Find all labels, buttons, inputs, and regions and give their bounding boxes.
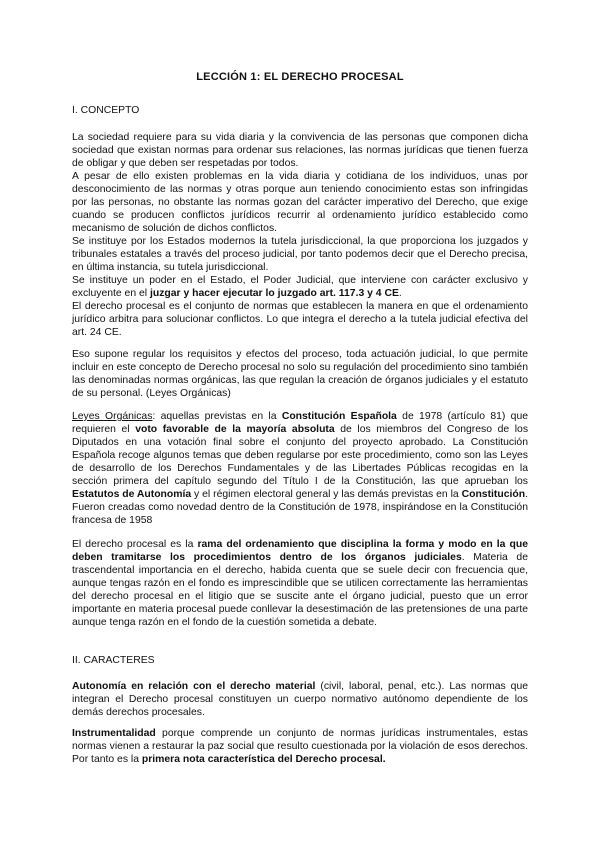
paragraph-1-text: La sociedad requiere para su vida diaria y la convivencia de las personas que componen dicha sociedad que existan normas para ordenar sus relaciones, las normas jurídicas que tienen fuerza de obligar y que deben ser respetadas por todos.	[72, 132, 528, 169]
paragraph-8	[72, 538, 528, 629]
paragraph-10-bold-2: primera nota característica del Derecho procesal.	[141, 754, 386, 765]
paragraph-7-text-d: de los miembros del Congreso de los Diputados en una votación final sobre el conjunto del proyecto aprobado. La Constitución Española recoge algunos temas que deben regularse por este procedimiento, como son las Leyes de desarrollo de los Derechos Fundamentales y de las Libertades Públicas recogidas en la sección primera del capítulo segundo del Título I de la Constitución, las que aprueban los	[72, 424, 529, 487]
paragraph-10-text: porque comprende un conjunto de normas jurídicas instrumentales, estas normas vienen a restaurar la paz social que resulto cuestionada por la violación de esos derechos. Por tanto es la	[72, 728, 528, 765]
paragraph-6: Eso supone regular los requisitos y efectos del proceso, toda actuación judicial, lo que permite incluir en este concepto de Derecho procesal no solo su regulación del procedimiento sino también las denominadas normas orgánicas, las que regulan la creación de órganos judiciales y el estatuto de su personal. (Leyes Orgánicas)	[72, 349, 528, 399]
paragraph-4-text-a: Se instituye un poder en el Estado, el Poder Judicial, que interviene con carácter exclusivo y excluyente en el	[72, 275, 528, 299]
paragraph-7-bold-2: voto favorable de la mayoría absoluta	[135, 424, 335, 435]
paragraph-7-text-e: y el régimen electoral general y las demás previstas en la	[191, 489, 462, 500]
paragraph-7-text-f: . Fueron creadas como novedad dentro de la Constitución de 1978, inspirándose en la Constitución francesa de 1958	[72, 489, 528, 526]
section-heading-concepto: I. CONCEPTO	[72, 105, 140, 116]
paragraph-7-bold-3: Estatutos de Autonomía	[72, 489, 192, 500]
paragraph-8-bold: rama del ordenamiento que disciplina la forma y modo en la que deben tramitarse los procedimientos dentro de los órganos judiciales	[72, 539, 528, 563]
paragraph-8-text-c: . Materia de trascendental importancia en el derecho, habida cuenta que se suele decir con frecuencia que, aunque tengas razón en el fondo es imprescindible que se utilicen correctamente las herramientas del derecho procesal en el litigio que se suscite ante el órgano judicial, puesto que un error importante en materia procesal puede conllevar la desestimación de las pretensiones de una parte aunque tenga razón en el fondo de la cuestión sometida a debate.	[72, 552, 528, 628]
paragraph-10	[72, 727, 528, 766]
paragraph-7	[72, 410, 528, 527]
paragraph-4-bold: juzgar y hacer ejecutar lo juzgado art. 117.3 y 4 CE	[149, 288, 399, 299]
paragraph-9	[72, 680, 528, 719]
page-title: LECCIÓN 1: EL DERECHO PROCESAL	[196, 71, 404, 83]
paragraph-8-text-a: El derecho procesal es la	[72, 539, 198, 550]
paragraph-5-text: El derecho procesal es el conjunto de normas que establecen la manera en que el ordenamiento jurídico arbitra para solucionar conflictos. Lo que integra el derecho a la tutela judicial efectiva del art. 24 CE.	[72, 301, 528, 338]
paragraph-7-bold-4: Constitución	[461, 489, 526, 500]
paragraph-9-bold: Autonomía en relación con el derecho material	[72, 681, 316, 692]
paragraph-2-text: A pesar de ello existen problemas en la vida diaria y cotidiana de los individuos, unas por desconocimiento de las normas y otras porque aun teniendo conocimiento estas son infringidas por las personas, no obstante las normas gozan del carácter imperativo del Derecho, que exige cuando se producen conflictos jurídicos recurrir al ordenamiento jurídico establecido como mecanismo de solución de dichos conflictos.	[72, 171, 528, 234]
paragraph-7-bold-1: Constitución Española	[281, 411, 397, 422]
paragraph-1	[72, 131, 528, 339]
paragraph-10-bold-1: Instrumentalidad	[72, 728, 156, 739]
leyes-organicas-term: Leyes Orgánicas	[72, 411, 153, 422]
paragraph-9-text: (civil, laboral, penal, etc.). Las normas que integran el Derecho procesal constituyen un cuerpo normativo autónomo dependiente de los demás derechos procesales.	[72, 681, 529, 718]
paragraph-7-text-a: : aquellas previstas en la	[152, 411, 282, 422]
paragraph-4-text-c: .	[398, 288, 402, 299]
paragraph-7-text-c: de 1978 (artículo 81) que requieren el	[72, 411, 529, 435]
section-heading-caracteres: II. CARACTERES	[72, 655, 155, 666]
paragraph-3-text: Se instituye por los Estados modernos la tutela jurisdiccional, la que proporciona los juzgados y tribunales estatales a través del proceso judicial, por tanto podemos decir que el Derecho precisa, en última instancia, su tutela jurisdiccional.	[72, 236, 528, 273]
